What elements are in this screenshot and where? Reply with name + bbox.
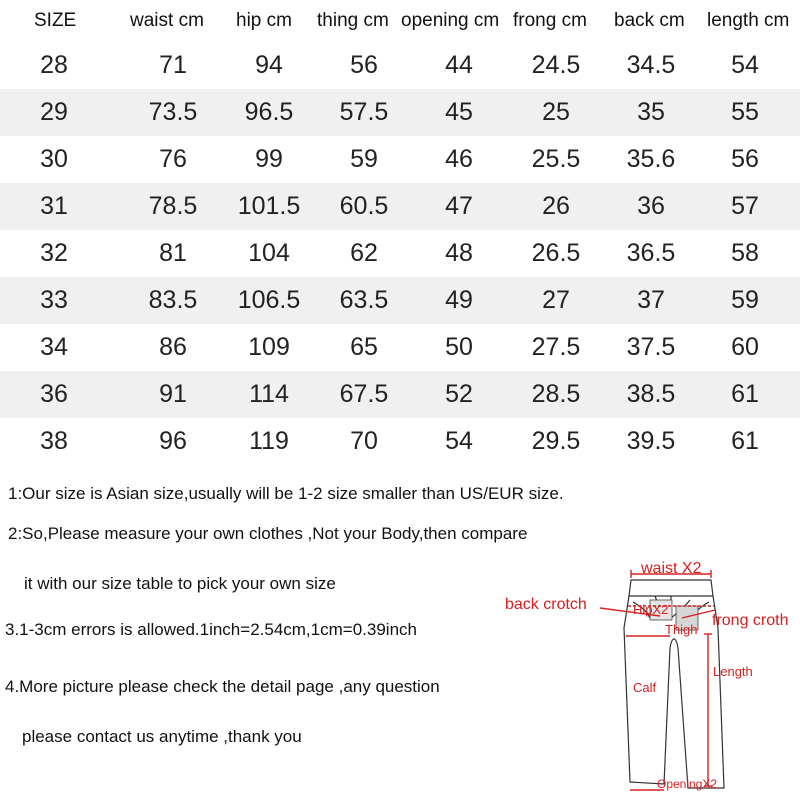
label-opening: OpeningX2 (657, 777, 718, 791)
table-cell: 38.5 (626, 380, 676, 408)
table-cell: 39.5 (626, 427, 676, 455)
header-thigh: thing cm (317, 10, 389, 31)
table-cell: 65 (350, 333, 378, 361)
table-header (0, 0, 800, 44)
table-cell: 26.5 (531, 239, 581, 267)
table-cell: 67.5 (339, 380, 389, 408)
table-cell: 60 (731, 333, 759, 361)
table-cell: 25 (542, 98, 570, 126)
table-row (0, 183, 800, 230)
table-cell: 45 (445, 98, 473, 126)
table-cell: 32 (40, 239, 68, 267)
table-cell: 99 (255, 145, 283, 173)
table-cell: 59 (731, 286, 759, 314)
table-cell: 33 (40, 286, 68, 314)
label-thigh: Thigh (665, 622, 698, 637)
table-cell: 47 (445, 192, 473, 220)
table-cell: 71 (159, 51, 187, 79)
table-cell: 52 (445, 380, 473, 408)
table-row (0, 42, 800, 89)
table-cell: 86 (159, 333, 187, 361)
label-back-crotch: back crotch (505, 596, 587, 613)
table-row (0, 371, 800, 418)
table-row (0, 230, 800, 277)
table-cell: 25.5 (531, 145, 581, 173)
note-more-pictures: 4.More picture please check the detail page ,any question (5, 677, 440, 696)
table-cell: 59 (350, 145, 378, 173)
table-cell: 29.5 (531, 427, 581, 455)
table-cell: 36 (637, 192, 665, 220)
table-cell: 35 (637, 98, 665, 126)
table-cell: 56 (350, 51, 378, 79)
table-cell: 61 (731, 380, 759, 408)
header-front: frong cm (513, 10, 587, 31)
table-cell: 76 (159, 145, 187, 173)
table-cell: 49 (445, 286, 473, 314)
header-back: back cm (614, 10, 685, 31)
table-cell: 46 (445, 145, 473, 173)
pants-measure-diagram (500, 556, 800, 800)
table-cell: 28.5 (531, 380, 581, 408)
table-cell: 114 (249, 380, 289, 408)
note-errors: 3.1-3cm errors is allowed.1inch=2.54cm,1cm=0.39inch (5, 620, 417, 639)
table-cell: 96.5 (244, 98, 294, 126)
table-cell: 54 (445, 427, 473, 455)
table-cell: 94 (255, 51, 283, 79)
table-cell: 57 (731, 192, 759, 220)
table-cell: 38 (40, 427, 68, 455)
table-cell: 37 (637, 286, 665, 314)
table-cell: 60.5 (339, 192, 389, 220)
table-cell: 31 (40, 192, 68, 220)
label-front-crotch: frong croth (712, 612, 789, 629)
table-cell: 106.5 (237, 286, 301, 314)
table-cell: 81 (159, 239, 187, 267)
table-cell: 36.5 (626, 239, 676, 267)
table-row (0, 89, 800, 136)
note-measure: 2:So,Please measure your own clothes ,Not your Body,then compare (8, 524, 528, 543)
table-cell: 55 (731, 98, 759, 126)
header-size: SIZE (34, 10, 77, 31)
table-cell: 73.5 (148, 98, 198, 126)
header-waist: waist cm (130, 10, 204, 31)
table-cell: 61 (731, 427, 759, 455)
table-cell: 27 (542, 286, 570, 314)
table-cell: 83.5 (148, 286, 198, 314)
note-asian-size: 1:Our size is Asian size,usually will be 1-2 size smaller than US/EUR size. (8, 484, 564, 503)
note-contact: please contact us anytime ,thank you (22, 727, 302, 746)
label-calf: Calf (633, 680, 657, 695)
table-cell: 91 (159, 380, 187, 408)
table-cell: 62 (350, 239, 378, 267)
table-cell: 63.5 (339, 286, 389, 314)
table-cell: 36 (40, 380, 68, 408)
table-cell: 48 (445, 239, 473, 267)
table-cell: 78.5 (148, 192, 198, 220)
table-cell: 28 (40, 51, 68, 79)
table-cell: 27.5 (531, 333, 581, 361)
table-cell: 54 (731, 51, 759, 79)
table-cell: 50 (445, 333, 473, 361)
table-cell: 29 (40, 98, 68, 126)
table-cell: 24.5 (531, 51, 581, 79)
label-hip: HipX2 (633, 602, 669, 617)
header-opening: opening cm (401, 10, 500, 31)
table-cell: 30 (40, 145, 68, 173)
label-waist: waist X2 (641, 560, 702, 577)
note-compare: it with our size table to pick your own size (24, 574, 336, 593)
table-cell: 34.5 (626, 51, 676, 79)
table-cell: 96 (159, 427, 187, 455)
table-row (0, 277, 800, 324)
table-cell: 35.6 (626, 145, 676, 173)
table-cell: 58 (731, 239, 759, 267)
table-cell: 104 (248, 239, 290, 267)
table-cell: 26 (542, 192, 570, 220)
table-cell: 44 (445, 51, 473, 79)
table-cell: 101.5 (237, 192, 301, 220)
table-row (0, 418, 800, 465)
header-hip: hip cm (236, 10, 292, 31)
table-row (0, 136, 800, 183)
table-cell: 56 (731, 145, 759, 173)
table-cell: 109 (248, 333, 290, 361)
table-row (0, 324, 800, 371)
pants-illustration (500, 556, 800, 800)
table-cell: 37.5 (626, 333, 676, 361)
table-cell: 70 (350, 427, 378, 455)
table-cell: 34 (40, 333, 68, 361)
header-length: length cm (707, 10, 790, 31)
table-cell: 119 (249, 427, 289, 455)
label-length: Length (713, 664, 753, 679)
table-cell: 57.5 (339, 98, 389, 126)
